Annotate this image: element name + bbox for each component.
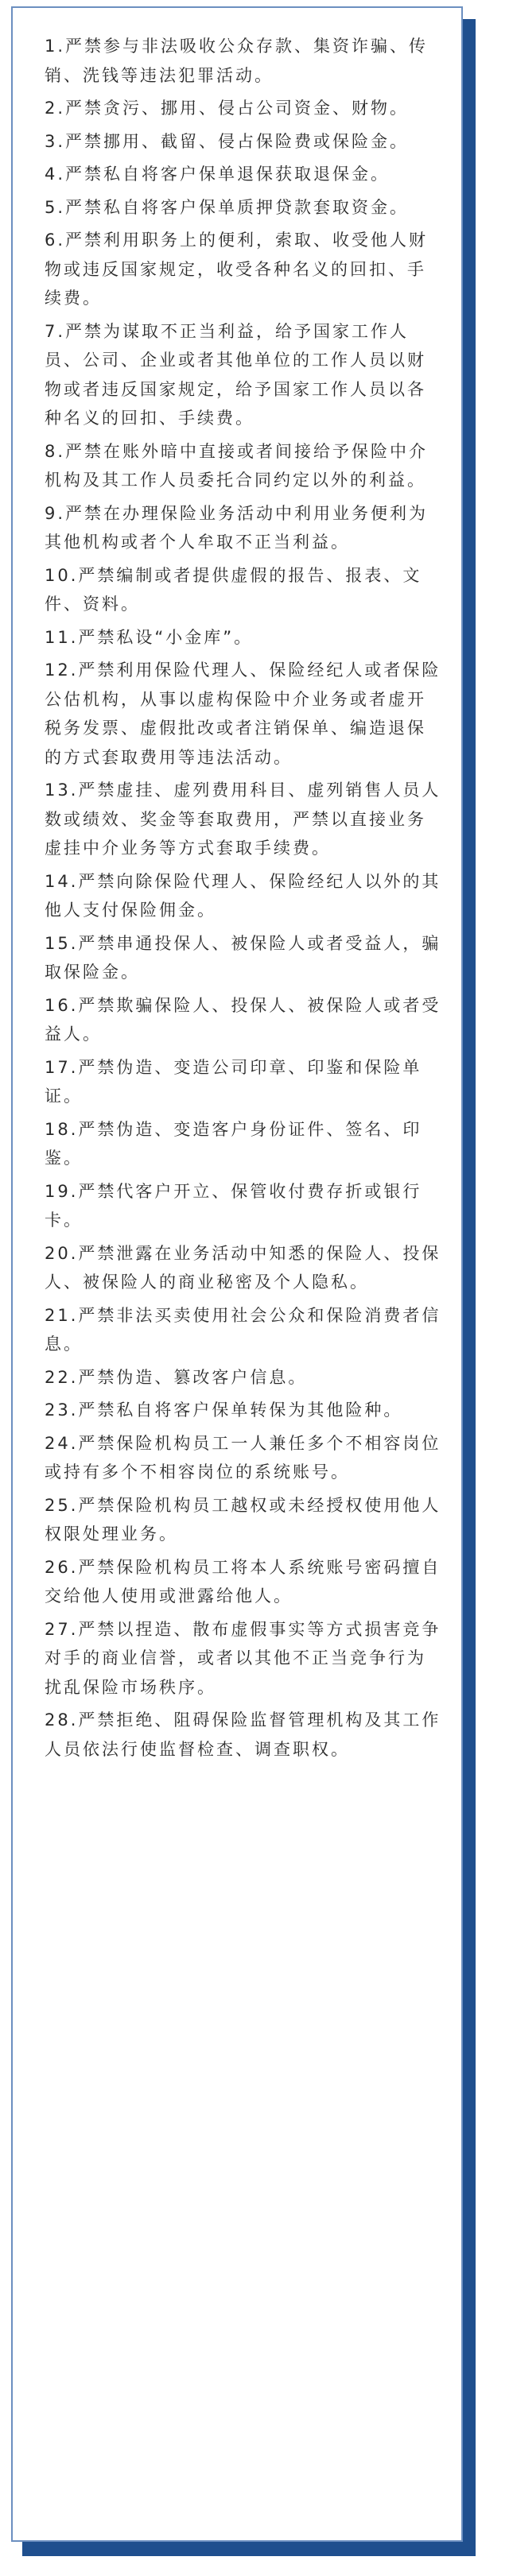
rule-item: 4.严禁私自将客户保单退保获取退保金。	[45, 165, 390, 184]
rule-item: 11.严禁私设“小金库”。	[45, 627, 254, 647]
rule-item: 24.严禁保险机构员工一人兼任多个不相容岗位或持有多个不相容岗位的系统账号。	[45, 1433, 441, 1482]
rule-item: 7.严禁为谋取不正当利益，给予国家工作人员、公司、企业或者其他单位的工作人员以财物或者违反国家规定，给予国家工作人员以各种名义的回扣、手续费。	[45, 321, 426, 428]
rule-item: 5.严禁私自将客户保单质押贷款套取资金。	[45, 197, 410, 217]
rules-list	[45, 32, 442, 1768]
rule-item: 13.严禁虚挂、虚列费用科目、虚列销售人员人数或绩效、奖金等套取费用，严禁以直接业务虚挂中介业务等方式套取手续费。	[45, 781, 441, 858]
rule-item: 3.严禁挪用、截留、侵占保险费或保险金。	[45, 131, 410, 151]
rule-item: 9.严禁在办理保险业务活动中利用业务便利为其他机构或者个人牟取不正当利益。	[45, 503, 429, 552]
rule-item: 2.严禁贪污、挪用、侵占公司资金、财物。	[45, 99, 410, 118]
rule-item: 22.严禁伪造、篡改客户信息。	[45, 1367, 308, 1387]
rule-item: 6.严禁利用职务上的便利，索取、收受他人财物或违反国家规定，收受各种名义的回扣、手续费。	[45, 230, 429, 308]
rule-item: 18.严禁伪造、变造客户身份证件、签名、印鉴。	[45, 1119, 422, 1168]
rule-item: 19.严禁代客户开立、保管收付费存折或银行卡。	[45, 1181, 422, 1230]
rules-card	[11, 6, 463, 2542]
rule-item: 16.严禁欺骗保险人、投保人、被保险人或者受益人。	[45, 995, 441, 1044]
rule-item: 21.严禁非法买卖使用社会公众和保险消费者信息。	[45, 1305, 441, 1354]
rule-item: 14.严禁向除保险代理人、保险经纪人以外的其他人支付保险佣金。	[45, 871, 441, 920]
rule-item: 26.严禁保险机构员工将本人系统账号密码擅自交给他人使用或泄露给他人。	[45, 1557, 441, 1606]
rule-item: 23.严禁私自将客户保单转保为其他险种。	[45, 1400, 403, 1420]
rule-item: 15.严禁串通投保人、被保险人或者受益人，骗取保险金。	[45, 933, 441, 982]
rule-item: 17.严禁伪造、变造公司印章、印鉴和保险单证。	[45, 1057, 422, 1106]
rule-item: 20.严禁泄露在业务活动中知悉的保险人、投保人、被保险人的商业秘密及个人隐私。	[45, 1243, 441, 1292]
rule-item: 1.严禁参与非法吸收公众存款、集资诈骗、传销、洗钱等违法犯罪活动。	[45, 37, 429, 85]
rule-item: 10.严禁编制或者提供虚假的报告、报表、文件、资料。	[45, 565, 422, 614]
rule-item: 8.严禁在账外暗中直接或者间接给予保险中介机构及其工作人员委托合同约定以外的利益。	[45, 441, 429, 490]
rule-item: 25.严禁保险机构员工越权或未经授权使用他人权限处理业务。	[45, 1495, 441, 1544]
rule-item: 12.严禁利用保险代理人、保险经纪人或者保险公估机构，从事以虚构保险中介业务或者虚开税务发票、虚假批改或者注销保单、编造退保的方式套取费用等违法活动。	[45, 660, 441, 767]
rule-item: 28.严禁拒绝、阻碍保险监督管理机构及其工作人员依法行使监督检查、调查职权。	[45, 1710, 441, 1759]
rule-item: 27.严禁以捏造、散布虚假事实等方式损害竞争对手的商业信誉，或者以其他不正当竞争行为扰乱保险市场秩序。	[45, 1619, 441, 1697]
